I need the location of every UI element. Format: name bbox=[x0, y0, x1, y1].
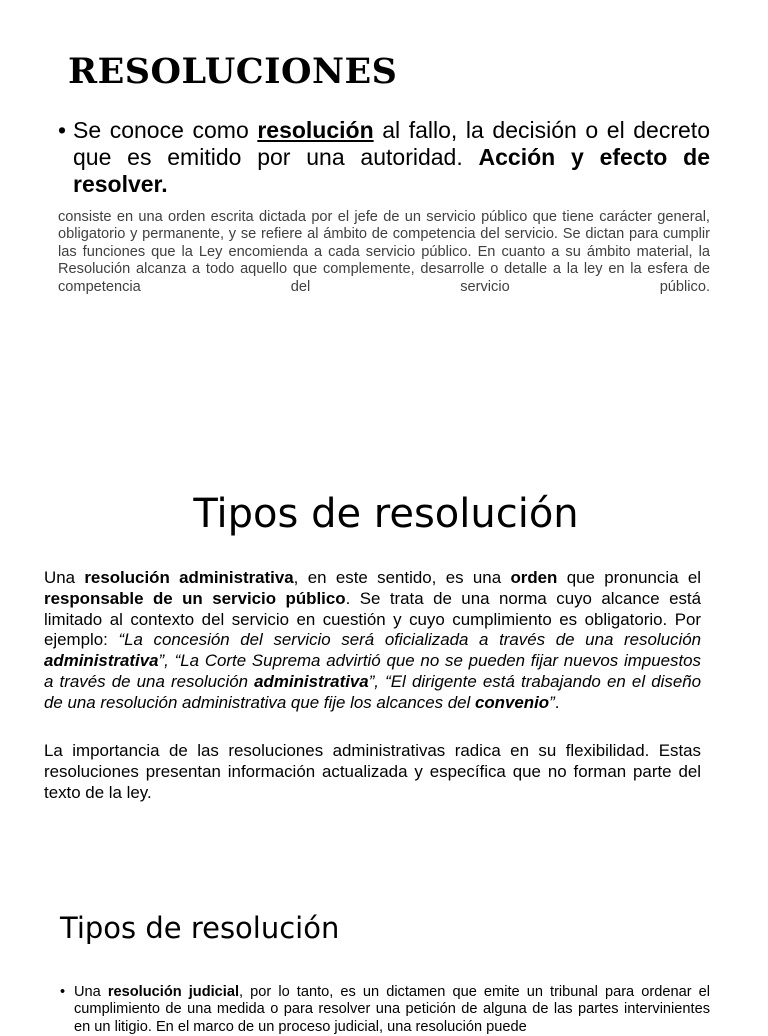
definition-paragraph: consiste en una orden escrita dictada por el jefe de un servicio público que tiene carácter general, obligatorio y permanente, y se refiere al ámbito de competencia del servicio. Se dictan para cumplir las funciones que la Ley encomienda a cada servicio público. En cuanto a su ámbito material, la Resolución alcanza a todo aquello que complemente, desarrolle o detalle a la ley en la esfera de competencia del servicio público. bbox=[58, 209, 710, 295]
definition-bullet bbox=[58, 117, 710, 198]
slide-title: RESOLUCIONES bbox=[68, 51, 398, 92]
text-run: Una bbox=[44, 568, 85, 587]
bold-term: responsable de un servicio público bbox=[44, 588, 346, 608]
bullet-text bbox=[74, 984, 710, 1036]
bullet-dot: • bbox=[60, 984, 66, 1000]
judicial-bullet bbox=[60, 984, 710, 1036]
text-run: , por lo tanto, es un dictamen que emite un tribunal para ordenar el cumplimiento de una medida o para resolver una petición de alguna de las partes intervinientes en un litigio. En el marco de un proceso judicial, una resolución puede bbox=[74, 984, 711, 1035]
bold-term: resolución administrativa bbox=[84, 568, 294, 587]
administrative-paragraph bbox=[44, 568, 701, 714]
slide-title: Tipos de resolución bbox=[60, 911, 340, 945]
slide-tipos-administrativa bbox=[0, 460, 768, 840]
text-run: al fallo, la decisión o el decreto que es emitido por una autoridad. bbox=[73, 117, 710, 170]
italic-example: ” bbox=[549, 692, 555, 712]
text-run: . bbox=[554, 692, 560, 712]
text-run: Una bbox=[74, 984, 108, 1000]
bold-term: orden bbox=[510, 568, 558, 587]
bullet-text bbox=[73, 117, 710, 198]
bold-phrase: Acción y efecto de resolver. bbox=[73, 144, 710, 197]
bold-term: resolución judicial bbox=[107, 984, 240, 1000]
italic-example: “La concesión del servicio será oficializada a través de una resolución bbox=[118, 630, 701, 650]
italic-example: ”, “El dirigente está trabajando en el diseño de una resolución administrativa que fije los alcances del bbox=[44, 671, 702, 712]
text-run: , en este sentido, es una bbox=[293, 568, 511, 587]
importance-paragraph: La importancia de las resoluciones administrativas radica en su flexibilidad. Estas resoluciones presentan información actualizada y específica que no forman parte del texto de la ley. bbox=[44, 741, 701, 802]
slide-title: Tipos de resolución bbox=[193, 491, 579, 537]
bold-italic-term: convenio bbox=[474, 692, 550, 712]
slide-resoluciones bbox=[0, 0, 768, 330]
text-run: Se conoce como bbox=[73, 117, 258, 143]
slide-tipos-judicial bbox=[0, 890, 768, 1035]
text-run: . Se trata de una norma cuyo alcance está limitado al contexto del servicio en cuestión y cuyo cumplimiento es obligatorio. Por ejemplo: bbox=[44, 588, 701, 650]
bullet-dot: • bbox=[58, 117, 67, 143]
bold-italic-term: administrativa bbox=[44, 651, 159, 671]
text-run: que pronuncia el bbox=[557, 568, 701, 587]
italic-example: ”, “La Corte Suprema advirtió que no se pueden fijar nuevos impuestos a través de una resolución bbox=[44, 651, 701, 691]
bold-italic-term: administrativa bbox=[254, 671, 369, 691]
key-term: resolución bbox=[257, 117, 374, 143]
